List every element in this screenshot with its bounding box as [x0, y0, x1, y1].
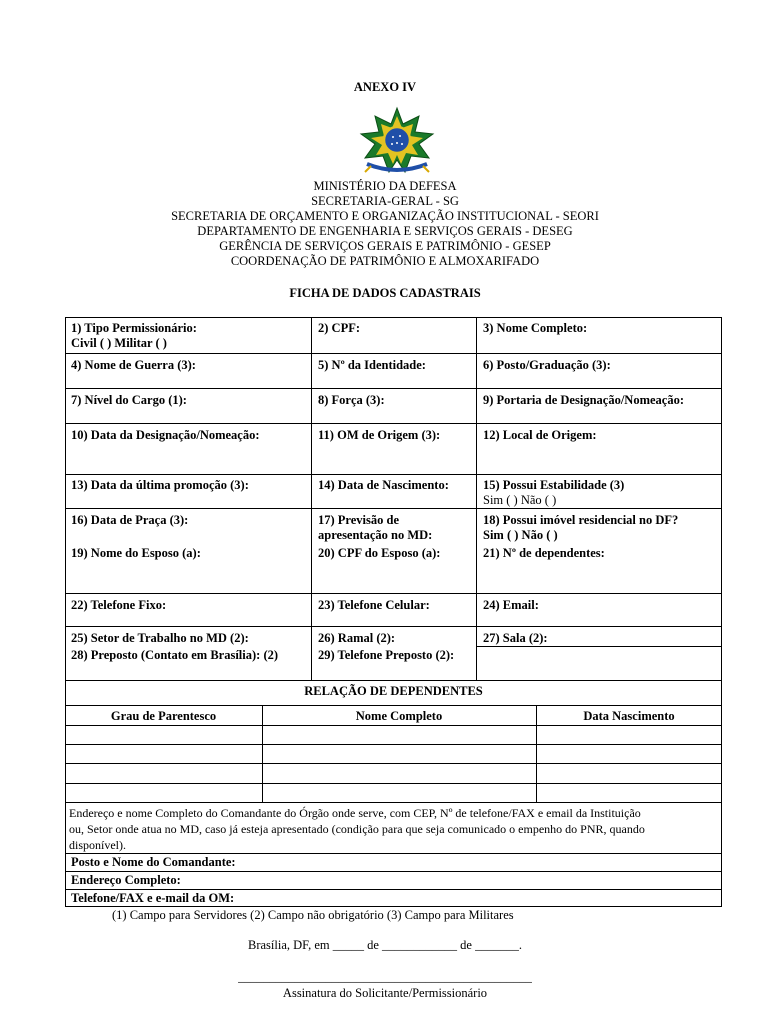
date-line[interactable]: Brasília, DF, em _____ de ____________ de _______.: [248, 938, 522, 952]
dependent-cell[interactable]: [66, 745, 262, 763]
dependent-cell[interactable]: [263, 764, 536, 783]
field-ramal[interactable]: 26) Ramal (2):: [318, 631, 396, 645]
field-preposto[interactable]: 28) Preposto (Contato em Brasília): (2): [71, 648, 279, 662]
org-line: DEPARTAMENTO DE ENGENHARIA E SERVIÇOS GERAIS - DESEG: [197, 224, 573, 238]
dependent-cell[interactable]: [537, 745, 721, 763]
note-line: ou, Setor onde atua no MD, caso já esteja apresentado (condição para que seja comunicado o empenho do PNR, quando: [69, 822, 645, 836]
field-setor-trabalho[interactable]: 25) Setor de Trabalho no MD (2):: [71, 631, 249, 645]
field-telefone-preposto[interactable]: 29) Telefone Preposto (2):: [318, 648, 455, 662]
estabilidade-choice[interactable]: Sim ( ) Não ( ): [483, 493, 557, 507]
field-telefone-celular[interactable]: 23) Telefone Celular:: [318, 598, 430, 612]
commander-note: [69, 805, 719, 853]
field-nome-esposo[interactable]: 19) Nome do Esposo (a):: [71, 546, 201, 560]
field-nome-guerra[interactable]: 4) Nome de Guerra (3):: [71, 358, 196, 372]
field-data-nascimento[interactable]: 14) Data de Nascimento:: [318, 478, 449, 492]
civil-militar-choice[interactable]: Civil ( ) Militar ( ): [71, 336, 167, 350]
org-line: SECRETARIA DE ORÇAMENTO E ORGANIZAÇÃO INSTITUCIONAL - SEORI: [171, 209, 599, 223]
field-nivel-cargo[interactable]: 7) Nível do Cargo (1):: [71, 393, 187, 407]
dependents-title: RELAÇÃO DE DEPENDENTES: [304, 684, 483, 698]
field-posto-graduacao[interactable]: 6) Posto/Graduação (3):: [483, 358, 611, 372]
org-line: GERÊNCIA DE SERVIÇOS GERAIS E PATRIMÔNIO - GESEP: [219, 239, 551, 253]
form-title: FICHA DE DADOS CADASTRAIS: [289, 286, 481, 300]
header-grau-parentesco: Grau de Parentesco: [110, 709, 217, 723]
field-portaria[interactable]: 9) Portaria de Designação/Nomeação:: [483, 393, 684, 407]
header-nome-completo: Nome Completo: [355, 709, 443, 723]
field-forca[interactable]: 8) Força (3):: [318, 393, 385, 407]
field-email[interactable]: 24) Email:: [483, 598, 539, 612]
field-nome-completo[interactable]: 3) Nome Completo:: [483, 321, 588, 335]
dependent-cell[interactable]: [66, 784, 262, 802]
dependent-cell[interactable]: [66, 764, 262, 783]
field-telefone-fixo[interactable]: 22) Telefone Fixo:: [71, 598, 167, 612]
field-cpf[interactable]: 2) CPF:: [318, 321, 360, 335]
signature-label: Assinatura do Solicitante/Permissionário: [282, 986, 488, 1000]
org-header: [0, 179, 770, 269]
note-line: disponível).: [69, 838, 126, 852]
note-line: Endereço e nome Completo do Comandante do Órgão onde serve, com CEP, Nº de telefone/FAX e email da Instituição: [69, 806, 641, 820]
dependent-cell[interactable]: [537, 726, 721, 744]
dependent-cell[interactable]: [263, 745, 536, 763]
dependent-cell[interactable]: [537, 784, 721, 802]
field-estabilidade[interactable]: [483, 478, 624, 508]
field-data-designacao[interactable]: 10) Data da Designação/Nomeação:: [71, 428, 260, 442]
field-tipo-permissionario[interactable]: [71, 321, 197, 351]
dependent-cell[interactable]: [263, 726, 536, 744]
org-line: COORDENAÇÃO DE PATRIMÔNIO E ALMOXARIFADO: [230, 254, 540, 268]
dependent-cell[interactable]: [66, 726, 262, 744]
imovel-choice[interactable]: Sim ( ) Não ( ): [483, 528, 558, 542]
org-line: MINISTÉRIO DA DEFESA: [313, 179, 457, 193]
field-label: 18) Possui imóvel residencial no DF?: [483, 513, 679, 527]
field-telefone-om[interactable]: Telefone/FAX e e-mail da OM:: [71, 891, 235, 905]
field-om-origem[interactable]: 11) OM de Origem (3):: [318, 428, 441, 442]
field-local-origem[interactable]: 12) Local de Origem:: [483, 428, 597, 442]
field-identidade[interactable]: 5) Nº da Identidade:: [318, 358, 426, 372]
field-imovel-df[interactable]: [483, 513, 678, 543]
field-posto-comandante[interactable]: Posto e Nome do Comandante:: [71, 855, 236, 869]
field-previsao-apresentacao[interactable]: [318, 513, 432, 543]
field-data-praca[interactable]: 16) Data de Praça (3):: [71, 513, 189, 527]
dependent-cell[interactable]: [263, 784, 536, 802]
field-cpf-esposo[interactable]: 20) CPF do Esposo (a):: [318, 546, 441, 560]
dependent-cell[interactable]: [537, 764, 721, 783]
field-label: 1) Tipo Permissionário:: [71, 321, 197, 335]
field-label: 17) Previsão de: [318, 513, 400, 527]
field-sala[interactable]: 27) Sala (2):: [483, 631, 548, 645]
coat-of-arms-emblem: [357, 106, 437, 174]
header-data-nascimento: Data Nascimento: [583, 709, 675, 723]
org-line: SECRETARIA-GERAL - SG: [311, 194, 459, 208]
annex-title: ANEXO IV: [353, 80, 417, 94]
signature-line[interactable]: _______________________________________________: [238, 970, 532, 984]
field-label: apresentação no MD:: [318, 528, 433, 542]
field-ultima-promocao[interactable]: 13) Data da última promoção (3):: [71, 478, 249, 492]
field-label: 15) Possui Estabilidade (3): [483, 478, 625, 492]
field-endereco-completo[interactable]: Endereço Completo:: [71, 873, 181, 887]
field-num-dependentes[interactable]: 21) Nº de dependentes:: [483, 546, 605, 560]
footnote: (1) Campo para Servidores (2) Campo não obrigatório (3) Campo para Militares: [112, 908, 514, 922]
